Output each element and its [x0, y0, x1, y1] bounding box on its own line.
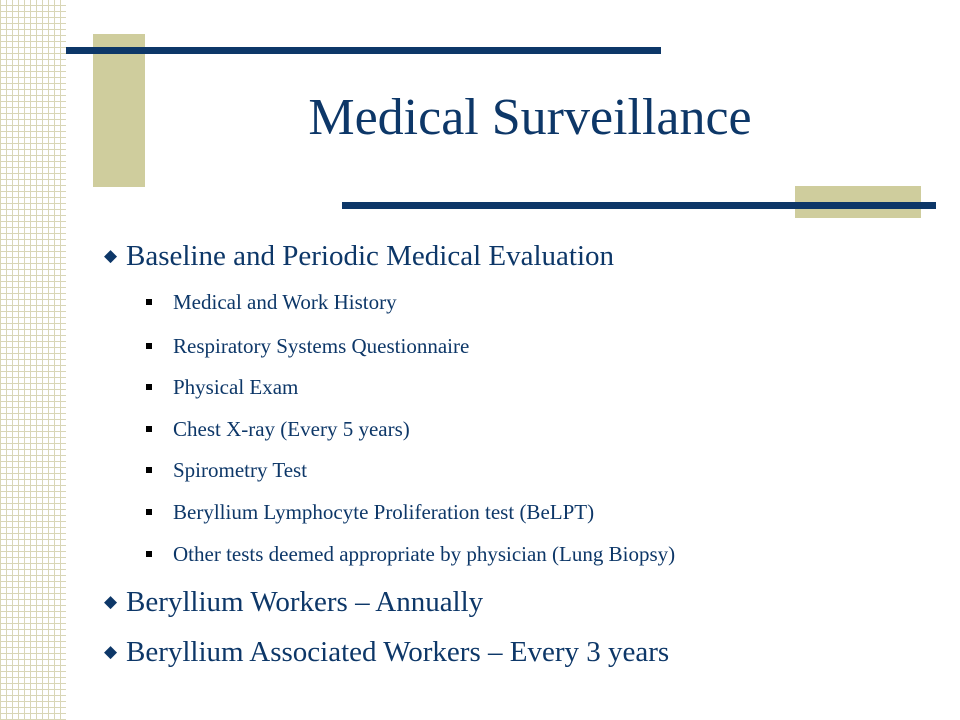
bullet-text: Beryllium Workers – Annually	[126, 586, 484, 618]
sub-bullet-text: Other tests deemed appropriate by physician (Lung Biopsy)	[173, 542, 676, 566]
diamond-bullet-icon: ◆	[104, 642, 118, 661]
sub-bullet-item	[146, 500, 594, 525]
sub-bullet-item	[146, 542, 675, 567]
khaki-vertical-bar	[93, 34, 145, 187]
sub-bullet-item	[146, 458, 307, 483]
square-bullet-icon	[146, 426, 152, 432]
square-bullet-icon	[146, 509, 152, 515]
sub-bullet-text: Physical Exam	[173, 375, 299, 399]
bullet-item	[104, 636, 669, 669]
sub-bullet-item	[146, 417, 410, 442]
diamond-bullet-icon: ◆	[104, 592, 118, 611]
sub-bullet-text: Medical and Work History	[173, 290, 397, 314]
left-hatch-decoration	[0, 0, 66, 720]
diamond-bullet-icon: ◆	[104, 246, 118, 265]
navy-top-rule	[66, 47, 661, 54]
bullet-item	[104, 240, 614, 273]
sub-bullet-item	[146, 334, 469, 359]
slide-title: Medical Surveillance	[308, 89, 752, 146]
navy-title-rule	[342, 202, 936, 209]
square-bullet-icon	[146, 467, 152, 473]
bullet-text: Baseline and Periodic Medical Evaluation	[126, 240, 615, 272]
square-bullet-icon	[146, 384, 152, 390]
sub-bullet-text: Respiratory Systems Questionnaire	[173, 334, 470, 358]
square-bullet-icon	[146, 551, 152, 557]
bullet-text: Beryllium Associated Workers – Every 3 years	[126, 636, 670, 668]
square-bullet-icon	[146, 299, 152, 305]
bullet-item	[104, 586, 483, 619]
sub-bullet-text: Spirometry Test	[173, 458, 308, 482]
sub-bullet-text: Beryllium Lymphocyte Proliferation test (BeLPT)	[173, 500, 595, 524]
sub-bullet-item	[146, 290, 397, 315]
sub-bullet-text: Chest X-ray (Every 5 years)	[173, 417, 410, 441]
square-bullet-icon	[146, 343, 152, 349]
sub-bullet-item	[146, 375, 298, 400]
